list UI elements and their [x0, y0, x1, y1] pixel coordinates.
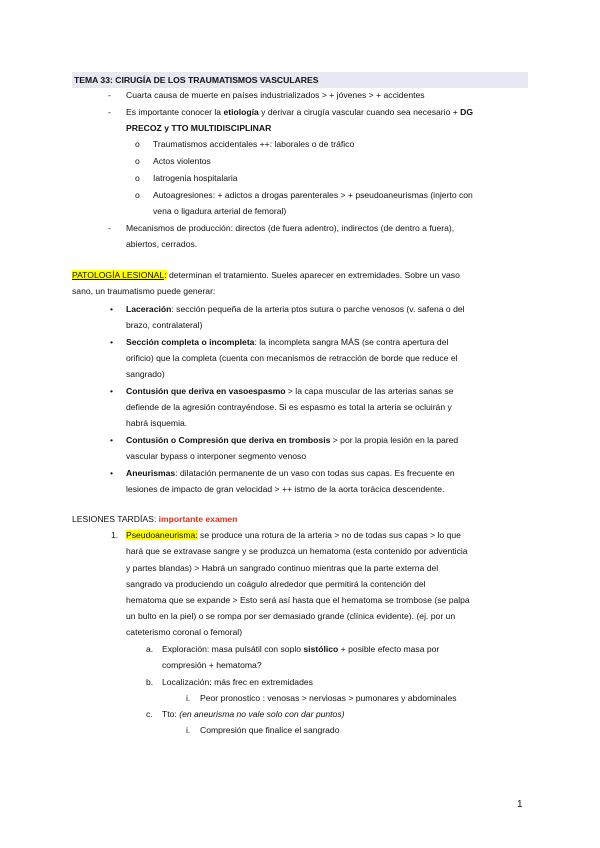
pseudo-line-2: hará que se extravase sangre y se produzca un hematoma (esta contenido por adventicia [126, 546, 468, 556]
bullet-seccion-line-2: orificio) que la completa (cuenta con mecanismos de retracción de borde que reduce el [126, 353, 458, 363]
bullet-laceracion-line-2: brazo, contralateral) [126, 320, 203, 330]
page-title [72, 72, 528, 88]
bullet-aneurismas-line-2: lesiones de impacto de gran velocidad > ++ istmo de la aorta torácica descendente. [126, 484, 445, 494]
bullet-dot: • [110, 386, 114, 396]
patologia-intro-line-2: sano, un traumatismo puede generar: [72, 286, 216, 296]
important-label: importante examen [158, 514, 238, 524]
list-number: 1. [111, 530, 119, 540]
bullet-seccion: Sección completa o incompleta: la incompleta sangra MÁS (se contra apertura del [126, 337, 449, 347]
dash-bullet: - [108, 223, 111, 233]
bullet-dot: • [110, 468, 114, 478]
sub-item-iatrogenia: Iatrogenia hospitalaria [153, 173, 238, 183]
bullet-vasoespasmo-line-2: defiende de la agresión contrayéndose. Si es espasmo es total la arteria se ocluirán y [126, 402, 452, 412]
page-number: 1 [517, 799, 523, 810]
sub-item-autoagresiones: Autoagresiones: + adictos a drogas parenterales > + pseudoaneurismas (injerto con [153, 190, 473, 200]
tardias-heading-line: LESIONES TARDÍAS: importante examen [72, 514, 238, 524]
tto-line: Tto: (en aneurisma no vale solo con dar puntos) [162, 709, 345, 719]
tardias-heading: LESIONES TARDÍAS [72, 514, 154, 524]
sub-letter-b: b. [146, 677, 154, 687]
bullet-dot: • [110, 304, 114, 314]
bullet-seccion-line-3: sangrado) [126, 369, 165, 379]
bullet-vasoespasmo: Contusión que deriva en vasoespasmo > la capa muscular de las arterias sanas se [126, 386, 454, 396]
intro-item-2: Es importante conocer la etiología y derivar a cirugía vascular cuando sea necesario + DG [126, 107, 474, 117]
sub-item-actos: Actos violentos [153, 156, 211, 166]
sub-letter-a: a. [146, 644, 154, 654]
patologia-intro: PATOLOGÍA LESIONAL: determinan el tratamiento. Sueles aparecer en extremidades. Sobre un vaso [72, 270, 460, 280]
circle-bullet: o [135, 173, 140, 183]
title-text: : CIRUGÍA DE LOS TRAUMATISMOS VASCULARES [109, 75, 319, 85]
title-prefix: TEMA 33 [74, 75, 110, 85]
circle-bullet: o [135, 139, 140, 149]
pseudo-line-7: cateterismo coronal o femoral) [126, 627, 243, 637]
pseudo-line-4: sangrado va produciendo un coágulo alrededor que permitirá la contención del [126, 579, 426, 589]
intro-item-3-line-2: abiertos, cerrados. [126, 239, 198, 249]
sub-roman-i: i. [186, 693, 191, 703]
intro-item-3: Mecanismos de producción: directos (de fuera adentro), indirectos (de dentro a fuera), [126, 223, 455, 233]
pseudo-line-3: y partes blandas) > Habrá un sangrado continuo mientras que la parte externa del [126, 563, 439, 573]
pseudoaneurisma-term: Pseudoaneurisma: [126, 530, 198, 540]
intro-item-1: Cuarta causa de muerte en países industrializados > + jóvenes > + accidentes [126, 90, 425, 100]
sub-letter-c: c. [146, 709, 153, 719]
compresion-line: Compresión que finalice el sangrado [200, 725, 340, 735]
dash-bullet: - [108, 90, 111, 100]
bullet-trombosis: Contusión o Compresión que deriva en trombosis > por la propia lesión en la pared [126, 435, 459, 445]
sub-item-autoagresiones-line-2: vena o ligadura arterial de femoral) [153, 206, 287, 216]
exploracion-line-2: compresión + hematoma? [162, 660, 262, 670]
circle-bullet: o [135, 190, 140, 200]
bullet-dot: • [110, 435, 114, 445]
sub-item-traumatismos: Traumatismos accidentales ++: laborales o de tráfico [153, 139, 355, 149]
circle-bullet: o [135, 156, 140, 166]
dash-bullet: - [108, 107, 111, 117]
bullet-dot: • [110, 337, 114, 347]
sub-roman-i: i. [186, 725, 191, 735]
exploracion-line-1: Exploración: masa pulsátil con soplo sistólico + posible efecto masa por [162, 644, 440, 654]
pronostico-line: Peor pronostico : venosas > nerviosas > pumonares y abdominales [200, 693, 457, 703]
bullet-trombosis-line-2: vascular bypass o interponer segmento venoso [126, 451, 307, 461]
intro-item-2-line-2: PRECOZ y TTO MULTIDISCIPLINAR [126, 123, 272, 133]
bullet-aneurismas: Aneurismas: dilatación permanente de un vaso con todas sus capas. Es frecuente en [126, 468, 455, 478]
bullet-vasoespasmo-line-3: habrá isquemia. [126, 418, 188, 428]
localizacion-line: Localización: más frec en extremidades [162, 677, 313, 687]
patologia-heading: PATOLOGÍA LESIONAL [72, 270, 165, 280]
pseudo-line-5: hematoma que se expande > Esto será así hasta que el hematoma se trombose (se palpa [126, 595, 470, 605]
pseudo-line-6: un bulto en la piel) o se rompa por ser demasiado grande (clínica evidente). (ej. por un [126, 611, 456, 621]
pseudo-line-1: Pseudoaneurisma: se produce una rotura de la arteria > no de todas sus capas > lo que [126, 530, 461, 540]
bullet-laceracion: Laceración: sección pequeña de la arteria ptos sutura o parche venosos (v. safena o del [126, 304, 465, 314]
